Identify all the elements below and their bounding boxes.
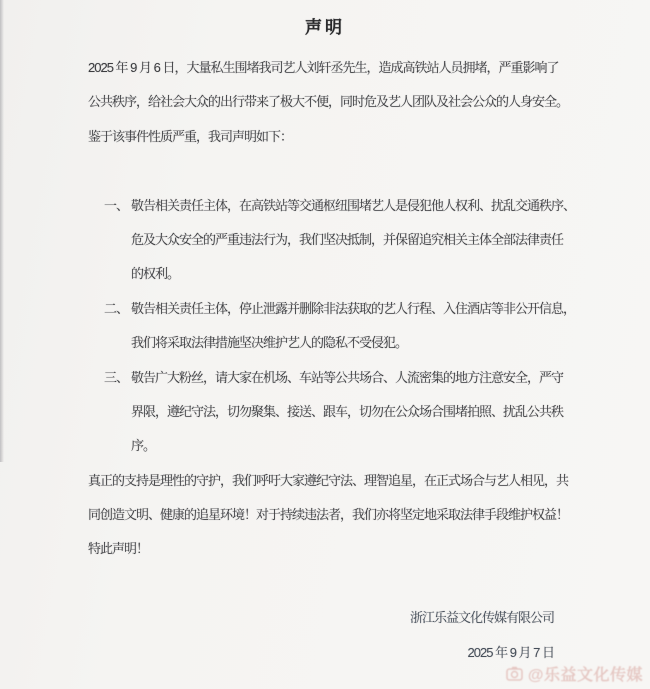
blank-line: [88, 567, 562, 601]
list-item-line: 序。: [131, 438, 156, 454]
list-item-line: 界限，遵纪守法，切勿聚集、接送、跟车，切勿在公众场合围堵拍照、扰乱公共秩: [131, 403, 564, 419]
list-item-line: 危及大众安全的严重违法行为，我们坚决抵制，并保留追究相关主体全部法律责任: [131, 231, 564, 247]
document-body: [0, 51, 650, 670]
paragraph-line: 2025 年 9 月 6 日，大量私生围堵我司艺人刘轩丞先生，造成高铁站人员拥堵，严重影响了: [88, 60, 559, 75]
list-item-line: 的权利。: [131, 266, 180, 282]
weibo-camera-icon: [506, 666, 525, 681]
list-item-line: 三、 敬告广大粉丝，请大家在机场、车站等公共场合、人流密集的地方注意安全，严守: [88, 361, 562, 395]
list-item-line: 二、 敬告相关责任主体，停止泄露并删除非法获取的艺人行程、入住酒店等非公开信息，: [88, 292, 562, 326]
document-title: 声明: [305, 18, 345, 37]
blank-line: [88, 154, 562, 188]
paragraph-line: 真正的支持是理性的守护，我们呼吁大家遵纪守法、理智追星，在正式场合与艺人相见，共: [88, 472, 569, 488]
document-date: 2025 年 9 月 7 日: [467, 644, 554, 660]
company-signature: 浙江乐益文化传媒有限公司: [409, 610, 554, 626]
list-item-line: 一、 敬告相关责任主体，在高铁站等交通枢纽围堵艺人是侵犯他人权利、扰乱交通秩序、: [88, 189, 562, 223]
list-marker: 三、: [104, 369, 129, 385]
list-marker: 二、: [104, 300, 129, 316]
list-item-line: 我们将采取法律措施坚决维护艺人的隐私不受侵犯。: [131, 335, 408, 351]
paragraph-line: 特此声明！: [88, 541, 149, 557]
paragraph-line: 鉴于该事件性质严重，我司声明如下：: [88, 128, 293, 144]
watermark-text: @乐益文化传媒: [527, 667, 643, 684]
watermark: [506, 662, 643, 685]
list-marker: 一、: [104, 197, 129, 213]
paragraph-line: 同创造文明、健康的追星环境！对于持续违法者，我们亦将坚定地采取法律手段维护权益！: [88, 507, 569, 523]
paragraph-line: 公共秩序，给社会大众的出行带来了极大不便，同时危及艺人团队及社会公众的人身安全。: [88, 94, 569, 110]
